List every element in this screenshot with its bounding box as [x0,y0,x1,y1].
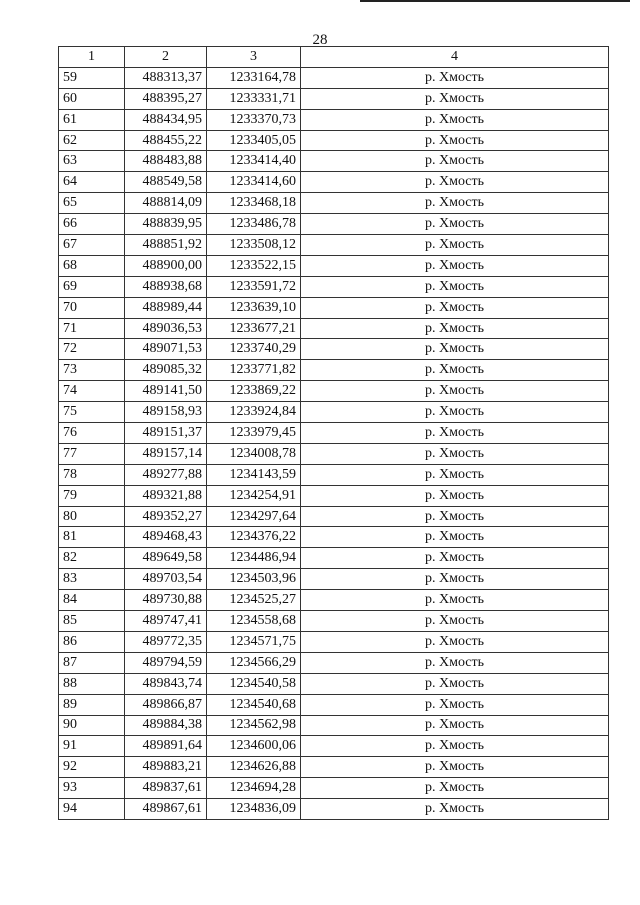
table-row [59,381,609,402]
x-coordinate-cell: 488483,88 [125,151,207,172]
x-coordinate-cell: 489703,54 [125,569,207,590]
description-cell: р. Хмость [301,569,609,590]
point-number-cell: 76 [59,423,125,444]
x-coordinate-cell: 489883,21 [125,757,207,778]
point-number-cell: 78 [59,464,125,485]
description-cell: р. Хмость [301,485,609,506]
table-row [59,214,609,235]
y-coordinate-cell: 1234297,64 [207,506,301,527]
x-coordinate-cell: 488434,95 [125,109,207,130]
description-cell: р. Хмость [301,631,609,652]
header-cell: 3 [207,47,301,68]
description-cell: р. Хмость [301,151,609,172]
x-coordinate-cell: 489867,61 [125,799,207,820]
point-number-cell: 92 [59,757,125,778]
description-cell: р. Хмость [301,109,609,130]
x-coordinate-cell: 489352,27 [125,506,207,527]
point-number-cell: 67 [59,235,125,256]
y-coordinate-cell: 1233979,45 [207,423,301,444]
table-row [59,318,609,339]
x-coordinate-cell: 489884,38 [125,715,207,736]
description-cell: р. Хмость [301,799,609,820]
header-cell: 1 [59,47,125,68]
point-number-cell: 73 [59,360,125,381]
y-coordinate-cell: 1234626,88 [207,757,301,778]
table-row [59,360,609,381]
description-cell: р. Хмость [301,757,609,778]
x-coordinate-cell: 489321,88 [125,485,207,506]
y-coordinate-cell: 1234486,94 [207,548,301,569]
y-coordinate-cell: 1233522,15 [207,255,301,276]
description-cell: р. Хмость [301,402,609,423]
description-cell: р. Хмость [301,297,609,318]
table-row [59,506,609,527]
x-coordinate-cell: 489157,14 [125,443,207,464]
description-cell: р. Хмость [301,339,609,360]
x-coordinate-cell: 489036,53 [125,318,207,339]
point-number-cell: 64 [59,172,125,193]
description-cell: р. Хмость [301,381,609,402]
y-coordinate-cell: 1233414,40 [207,151,301,172]
table-row [59,88,609,109]
table-row [59,235,609,256]
point-number-cell: 88 [59,673,125,694]
table-row [59,423,609,444]
table-row [59,172,609,193]
table-row [59,631,609,652]
table-row [59,109,609,130]
point-number-cell: 91 [59,736,125,757]
y-coordinate-cell: 1233164,78 [207,67,301,88]
x-coordinate-cell: 489866,87 [125,694,207,715]
page-number: 28 [312,32,328,48]
table-row [59,276,609,297]
description-cell: р. Хмость [301,736,609,757]
x-coordinate-cell: 488839,95 [125,214,207,235]
table-row [59,569,609,590]
point-number-cell: 75 [59,402,125,423]
description-cell: р. Хмость [301,130,609,151]
description-cell: р. Хмость [301,88,609,109]
x-coordinate-cell: 489085,32 [125,360,207,381]
x-coordinate-cell: 488313,37 [125,67,207,88]
description-cell: р. Хмость [301,193,609,214]
y-coordinate-cell: 1234540,68 [207,694,301,715]
description-cell: р. Хмость [301,255,609,276]
point-number-cell: 68 [59,255,125,276]
description-cell: р. Хмость [301,276,609,297]
y-coordinate-cell: 1233468,18 [207,193,301,214]
table-row [59,652,609,673]
description-cell: р. Хмость [301,235,609,256]
table-row [59,193,609,214]
y-coordinate-cell: 1233331,71 [207,88,301,109]
description-cell: р. Хмость [301,652,609,673]
point-number-cell: 62 [59,130,125,151]
point-number-cell: 63 [59,151,125,172]
description-cell: р. Хмость [301,214,609,235]
point-number-cell: 79 [59,485,125,506]
description-cell: р. Хмость [301,360,609,381]
y-coordinate-cell: 1233405,05 [207,130,301,151]
table-row [59,151,609,172]
y-coordinate-cell: 1234525,27 [207,590,301,611]
point-number-cell: 84 [59,590,125,611]
y-coordinate-cell: 1233771,82 [207,360,301,381]
table-row [59,255,609,276]
x-coordinate-cell: 489158,93 [125,402,207,423]
x-coordinate-cell: 489794,59 [125,652,207,673]
top-rule [360,0,630,2]
x-coordinate-cell: 489747,41 [125,611,207,632]
y-coordinate-cell: 1233591,72 [207,276,301,297]
point-number-cell: 83 [59,569,125,590]
description-cell: р. Хмость [301,778,609,799]
table-row [59,67,609,88]
description-cell: р. Хмость [301,172,609,193]
y-coordinate-cell: 1234254,91 [207,485,301,506]
x-coordinate-cell: 489468,43 [125,527,207,548]
point-number-cell: 70 [59,297,125,318]
y-coordinate-cell: 1234503,96 [207,569,301,590]
x-coordinate-cell: 488395,27 [125,88,207,109]
x-coordinate-cell: 489837,61 [125,778,207,799]
table-row [59,402,609,423]
table-row [59,715,609,736]
y-coordinate-cell: 1233370,73 [207,109,301,130]
y-coordinate-cell: 1233639,10 [207,297,301,318]
point-number-cell: 93 [59,778,125,799]
point-number-cell: 81 [59,527,125,548]
y-coordinate-cell: 1233740,29 [207,339,301,360]
x-coordinate-cell: 489141,50 [125,381,207,402]
y-coordinate-cell: 1234558,68 [207,611,301,632]
table-row [59,757,609,778]
x-coordinate-cell: 489649,58 [125,548,207,569]
description-cell: р. Хмость [301,673,609,694]
point-number-cell: 59 [59,67,125,88]
description-cell: р. Хмость [301,506,609,527]
table-row [59,464,609,485]
y-coordinate-cell: 1234008,78 [207,443,301,464]
point-number-cell: 90 [59,715,125,736]
description-cell: р. Хмость [301,318,609,339]
x-coordinate-cell: 488938,68 [125,276,207,297]
point-number-cell: 60 [59,88,125,109]
table-row [59,799,609,820]
description-cell: р. Хмость [301,548,609,569]
x-coordinate-cell: 489277,88 [125,464,207,485]
y-coordinate-cell: 1234600,06 [207,736,301,757]
coordinates-table [58,46,609,820]
point-number-cell: 69 [59,276,125,297]
table-row [59,590,609,611]
y-coordinate-cell: 1234376,22 [207,527,301,548]
table-row [59,673,609,694]
table-row [59,548,609,569]
x-coordinate-cell: 489071,53 [125,339,207,360]
y-coordinate-cell: 1234571,75 [207,631,301,652]
x-coordinate-cell: 488989,44 [125,297,207,318]
point-number-cell: 80 [59,506,125,527]
x-coordinate-cell: 489730,88 [125,590,207,611]
point-number-cell: 71 [59,318,125,339]
description-cell: р. Хмость [301,611,609,632]
y-coordinate-cell: 1234836,09 [207,799,301,820]
x-coordinate-cell: 489151,37 [125,423,207,444]
point-number-cell: 65 [59,193,125,214]
x-coordinate-cell: 489891,64 [125,736,207,757]
x-coordinate-cell: 488900,00 [125,255,207,276]
y-coordinate-cell: 1234694,28 [207,778,301,799]
description-cell: р. Хмость [301,423,609,444]
description-cell: р. Хмость [301,443,609,464]
table-row [59,339,609,360]
y-coordinate-cell: 1234562,98 [207,715,301,736]
y-coordinate-cell: 1233508,12 [207,235,301,256]
y-coordinate-cell: 1233677,21 [207,318,301,339]
point-number-cell: 86 [59,631,125,652]
y-coordinate-cell: 1234566,29 [207,652,301,673]
y-coordinate-cell: 1233869,22 [207,381,301,402]
table-row [59,778,609,799]
description-cell: р. Хмость [301,464,609,485]
table-row [59,485,609,506]
y-coordinate-cell: 1233924,84 [207,402,301,423]
description-cell: р. Хмость [301,590,609,611]
point-number-cell: 72 [59,339,125,360]
point-number-cell: 85 [59,611,125,632]
point-number-cell: 94 [59,799,125,820]
description-cell: р. Хмость [301,715,609,736]
point-number-cell: 77 [59,443,125,464]
x-coordinate-cell: 488814,09 [125,193,207,214]
point-number-cell: 66 [59,214,125,235]
description-cell: р. Хмость [301,67,609,88]
table-row [59,527,609,548]
y-coordinate-cell: 1234540,58 [207,673,301,694]
description-cell: р. Хмость [301,694,609,715]
table-row [59,443,609,464]
table-row [59,297,609,318]
point-number-cell: 89 [59,694,125,715]
y-coordinate-cell: 1233414,60 [207,172,301,193]
y-coordinate-cell: 1234143,59 [207,464,301,485]
y-coordinate-cell: 1233486,78 [207,214,301,235]
description-cell: р. Хмость [301,527,609,548]
table-row [59,736,609,757]
x-coordinate-cell: 488851,92 [125,235,207,256]
x-coordinate-cell: 488455,22 [125,130,207,151]
point-number-cell: 82 [59,548,125,569]
point-number-cell: 87 [59,652,125,673]
point-number-cell: 61 [59,109,125,130]
table-row [59,611,609,632]
table-row [59,130,609,151]
x-coordinate-cell: 488549,58 [125,172,207,193]
table-body [59,67,609,819]
x-coordinate-cell: 489772,35 [125,631,207,652]
header-cell: 4 [301,47,609,68]
x-coordinate-cell: 489843,74 [125,673,207,694]
point-number-cell: 74 [59,381,125,402]
table-header-row [59,47,609,68]
header-cell: 2 [125,47,207,68]
table-row [59,694,609,715]
